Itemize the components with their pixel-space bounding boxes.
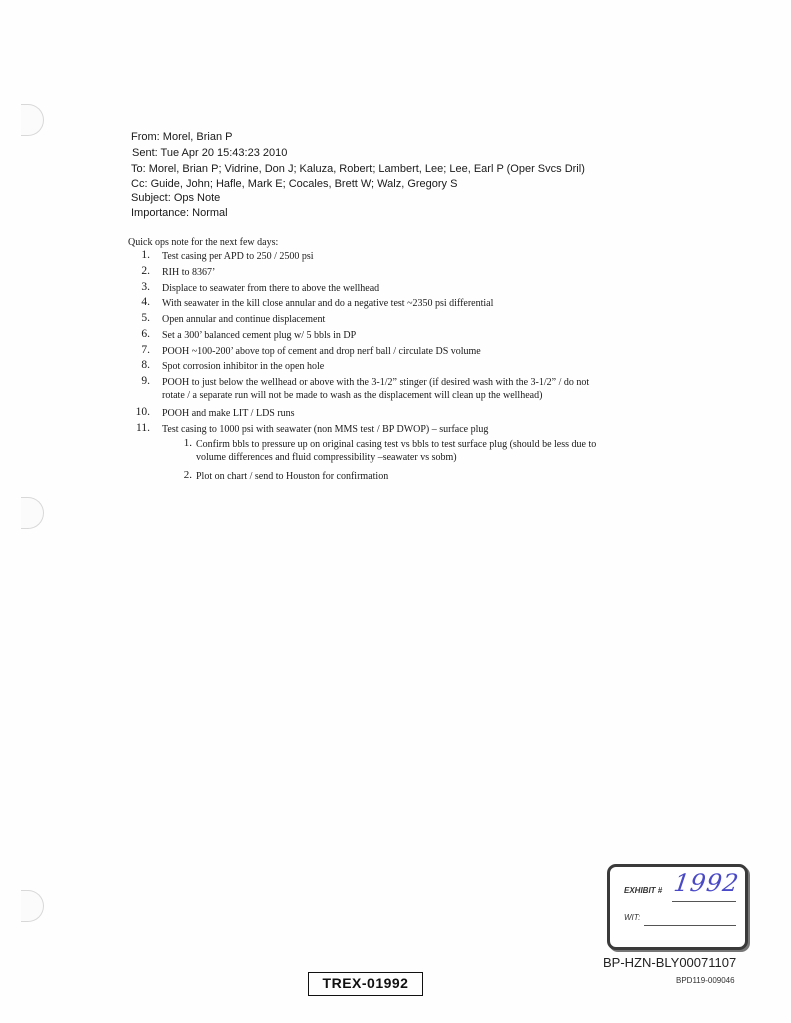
importance-line (131, 207, 228, 219)
subject-label: Subject: (131, 192, 171, 204)
sub-list-item-number: 2. (183, 469, 192, 481)
list-item-text: Test casing to 1000 psi with seawater (non MMS test / BP DWOP) – surface plug (162, 424, 489, 435)
list-item-text: Spot corrosion inhibitor in the open hole (162, 361, 325, 372)
subject-value: Ops Note (173, 192, 221, 204)
list-item-text: Test casing per APD to 250 / 2500 psi (162, 251, 314, 262)
list-item-number: 2. (141, 265, 150, 277)
list-item-number: 3. (141, 281, 150, 293)
exhibit-label: EXHIBIT # (624, 886, 663, 895)
witness-underline (644, 925, 736, 926)
to-label: To: (131, 163, 146, 175)
exhibit-stamp (607, 864, 748, 950)
cc-label: Cc: (131, 178, 148, 190)
sent-label: Sent: (132, 147, 158, 159)
list-item-continuation: rotate / a separate run will not be made to wash as the displacement will clean up the wellhead) (162, 390, 543, 401)
subject-line (131, 192, 220, 204)
list-item-number: 6. (141, 328, 150, 340)
sub-list-item-continuation: volume differences and fluid compressibility –seawater vs sobm) (196, 452, 457, 463)
list-item-number: 8. (141, 359, 150, 371)
sub-list-item-text: Plot on chart / send to Houston for confirmation (196, 471, 389, 482)
sub-list-item-text: Confirm bbls to pressure up on original casing test vs bbls to test surface plug (should be less due to (196, 439, 597, 450)
body-intro: Quick ops note for the next few days: (128, 237, 279, 248)
punch-hole (21, 497, 44, 529)
sent-line (132, 147, 287, 159)
list-item-number: 10. (135, 406, 150, 418)
bpd-number: BPD119-009046 (676, 976, 735, 985)
exhibit-number: 1992 (672, 869, 742, 897)
punch-hole (21, 104, 44, 136)
list-item-text: Displace to seawater from there to above the wellhead (162, 283, 380, 294)
witness-label: WIT: (624, 913, 641, 922)
to-line (131, 163, 585, 175)
cc-line (131, 178, 457, 190)
from-value: Morel, Brian P (162, 131, 233, 143)
importance-value: Normal (192, 207, 228, 219)
list-item-number: 11. (136, 422, 150, 434)
bates-number: BP-HZN-BLY00071107 (603, 955, 737, 970)
sent-value: Tue Apr 20 15:43:23 2010 (160, 147, 288, 159)
exhibit-underline (672, 901, 736, 902)
list-item-text: POOH and make LIT / LDS runs (162, 408, 295, 419)
from-line (131, 131, 233, 143)
list-item-text: With seawater in the kill close annular and do a negative test ~2350 psi differential (162, 298, 494, 309)
cc-value: Guide, John; Hafle, Mark E; Cocales, Brett W; Walz, Gregory S (150, 178, 458, 190)
list-item-text: RIH to 8367’ (162, 267, 216, 278)
list-item-number: 5. (141, 312, 150, 324)
list-item-number: 4. (141, 296, 150, 308)
list-item-number: 1. (141, 249, 150, 261)
trex-label: TREX-01992 (308, 972, 423, 996)
sub-list-item-number: 1. (183, 437, 192, 449)
from-label: From: (131, 131, 160, 143)
punch-hole (21, 890, 44, 922)
importance-label: Importance: (131, 207, 190, 219)
list-item-text: Set a 300’ balanced cement plug w/ 5 bbls in DP (162, 330, 357, 341)
list-item-text: Open annular and continue displacement (162, 314, 326, 325)
list-item-text: POOH ~100-200’ above top of cement and drop nerf ball / circulate DS volume (162, 346, 481, 357)
list-item-number: 9. (141, 375, 150, 387)
to-value: Morel, Brian P; Vidrine, Don J; Kaluza, Robert; Lambert, Lee; Lee, Earl P (Oper Svcs Dril) (148, 163, 585, 175)
list-item-text: POOH to just below the wellhead or above with the 3-1/2” stinger (if desired wash with the 3-1/2” / do not (162, 377, 590, 388)
list-item-number: 7. (141, 344, 150, 356)
